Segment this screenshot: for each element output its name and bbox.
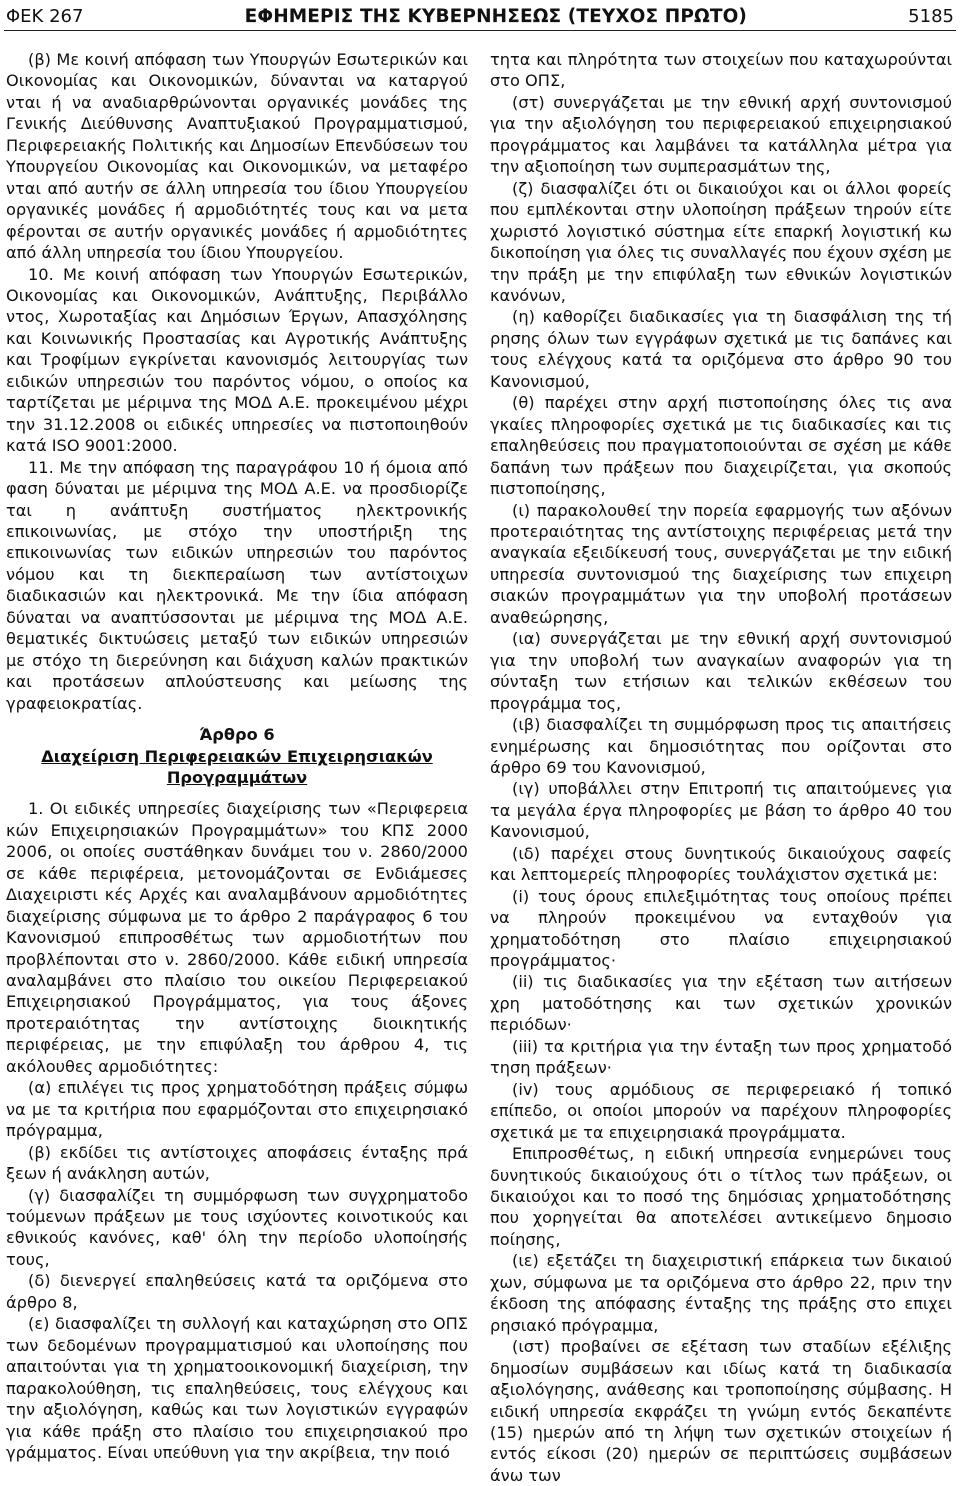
article-title-cont: Προγραμμάτων: [166, 767, 308, 787]
page-header: [6, 4, 954, 28]
left-column: [6, 49, 468, 1463]
paragraph: (ε) διασφαλίζει τη συλλογή και καταχώρηση στο ΟΠΣ των δεδομένων προγραμματισμού και υλοποίησης που απαιτούνται για τη χρηματοοικονομική διαχείριση, την παρακολούθηση, τις επαληθεύσεις, τους ελέγχους και την αξιολόγηση, καθώς και των λογιστικών εγγραφών για κάθε πράξη στο πλαίσιο του επιχειρησιακού προ γράμματος. Είναι υπεύθυνη για την ακρίβεια, την ποιό: [6, 1314, 468, 1462]
paragraph: 1. Οι ειδικές υπηρεσίες διαχείρισης των «Περιφερεια κών Επιχειρησιακών Προγραμμάτων» του ΚΠΣ 2000 2006, οι οποίες συστάθηκαν δυνάμει του ν. 2860/2000 σε κάθε περιφέρεια, μετονομάζονται σε Ενδιάμεσες Διαχειριστι κές Αρχές και αναλαμβάνουν αρμοδιότητες διαχείρισης σύμφωνα με το άρθρο 2 παράγραφος 6 του Κανονισμού επιπροσθέτως των αρμοδιοτήτων που προβλέπονται στο ν. 2860/2000. Κάθε ειδική υπηρεσία αναλαμβάνει στο πλαίσιο του οικείου Περιφερειακού Επιχειρησιακού Προγράμματος, για τους άξονες προτεραιότητας την αντίστοιχης διοικητικής περιφέρειας, με την επιφύλαξη του άρθρου 4, τις ακόλουθες αρμοδιότητες:: [6, 799, 468, 1076]
paragraph: (δ) διενεργεί επαληθεύσεις κατά τα οριζόμενα στο άρθρο 8,: [6, 1271, 468, 1312]
paragraph: (στ) συνεργάζεται με την εθνική αρχή συντονισμού για την αξιολόγηση του περιφερειακού επιχειρησιακού προγράμματος και λαμβάνει τα κατάλληλα μέτρα για την αξιοποίηση των συμπερασμάτων της,: [490, 92, 952, 177]
gazette-issue-number: ΦΕΚ 267: [6, 5, 84, 27]
paragraph: 11. Με την απόφαση της παραγράφου 10 ή όμοια από φαση δύναται με μέριμνα της ΜΟΔ Α.Ε. να προσδιορίζε ται η ανάπτυξη συστήματος ηλεκτρονικής επικοινωνίας, με στόχο την υποστήριξη της επικοινωνίας των ειδικών υπηρεσιών του παρόντος νόμου και τη διεκπεραίωση των αντίστοιχων διαδικασιών και ηλεκτρονικά. Με την ίδια απόφαση δύναται να αναπτύσσονται με μέριμνα της ΜΟΔ Α.Ε. θεματικές δικτυώσεις μεταξύ των ειδικών υπηρεσιών με στόχο τη διερεύνηση και διάχυση καλών πρακτικών και προτάσεων απλούστευσης και μείωσης της γραφειοκρατίας.: [6, 457, 468, 713]
paragraph: (β) εκδίδει τις αντίστοιχες αποφάσεις ένταξης πρά ξεων ή ανάκληση αυτών,: [6, 1142, 468, 1184]
paragraph: 10. Με κοινή απόφαση των Υπουργών Εσωτερικών, Οικονομίας και Οικονομικών, Ανάπτυξης, Περιβάλλο ντος, Χωροταξίας και Δημόσιων Έργων, Απασχόλησης και Κοινωνικής Προστασίας και Αγροτικής Ανάπτυξης και Τροφίμων εγκρίνεται κανονισμός λειτουργίας των ειδικών υπηρεσιών του παρόντος νόμου, ο οποίος κα ταρτίζεται με μέριμνα της ΜΟΔ Α.Ε. προκειμένου μέχρι την 31.12.2008 οι ειδικές υπηρεσίες να πιστοποιηθούν κατά ISO 9001:2000.: [6, 264, 468, 456]
paragraph: (ιγ) υποβάλλει στην Επιτροπή τις απαιτούμενες για τα μεγάλα έργα πληροφορίες με βάση το άρθρο 40 του Κανονισμού,: [490, 779, 952, 842]
paragraph: (γ) διασφαλίζει τη συμμόρφωση των συγχρηματοδο τούμενων πράξεων με τους ισχύοντες κοινοτικούς και εθνικούς κανόνες, καθ' όλη την περίοδο υλοποίησής τους,: [6, 1185, 468, 1269]
paragraph: (ιε) εξετάζει τη διαχειριστική επάρκεια των δικαιού χων, σύμφωνα με τα οριζόμενα στο άρθρο 22, πριν την έκδοση της απόφασης ένταξης της πράξης στο επιχει ρησιακό πρόγραμμα,: [490, 1251, 952, 1335]
paragraph: (η) καθορίζει διαδικασίες για τη διασφάλιση της τή ρησης όλων των εγγράφων σχετικά με τις δαπάνες και τους ελέγχους κατά τα οριζόμενα στο άρθρο 90 του Κανονισμού,: [490, 307, 952, 391]
paragraph: (α) επιλέγει τις προς χρηματοδότηση πράξεις σύμφω να με τα κριτήρια που εφαρμόζονται στο επιχειρησιακό πρόγραμμα,: [6, 1078, 468, 1141]
paragraph: (i) τους όρους επιλεξιμότητας τους οποίους πρέπει να πληρούν προκειμένου να ενταχθούν για χρηματοδότηση στο πλαίσιο επιχειρησιακού προγράμματος·: [490, 886, 952, 971]
paragraph: (ιστ) προβαίνει σε εξέταση των σταδίων εξέλιξης δημοσίων συμβάσεων και ιδίως κατά τη διαδικασία αξιολόγησης, ανάθεσης και τροποποίησης σύμβασης. Η ειδική υπηρεσία εκφράζει τη γνώμη εντός δεκαπέντε (15) ημερών από τη λήψη των σχετικών στοιχείων ή εντός είκοσι (20) ημερών σε περιπτώσεις συμβάσεων άνω των: [490, 1337, 952, 1485]
paragraph: (ια) συνεργάζεται με την εθνική αρχή συντονισμού για την υποβολή των αναγκαίων αναφορών για τη σύνταξη των ετήσιων και τελικών εκθέσεων του προγράμμα τος,: [490, 629, 952, 713]
paragraph: (iii) τα κριτήρια για την ένταξη των προς χρηματοδό τηση πράξεων·: [490, 1036, 952, 1078]
paragraph: (ιδ) παρέχει στους δυνητικούς δικαιούχους σαφείς και λεπτομερείς πληροφορίες τουλάχιστον σχετικά με:: [490, 843, 952, 885]
paragraph: (iv) τους αρμόδιους σε περιφερειακό ή τοπικό επίπεδο, οι οποίοι μπορούν να παρέχουν πληροφορίες σχετικά με τα επιχειρησιακά προγράμματα.: [490, 1079, 952, 1142]
paragraph: (θ) παρέχει στην αρχή πιστοποίησης όλες τις ανα γκαίες πληροφορίες σχετικά με τις διαδικασίες και τις επαληθεύσεις που πραγματοποιούνται σε σχέση με κάθε δαπάνη των πράξεων που διαχειρίζεται, για σκοπούς πιστοποίησης,: [490, 393, 952, 499]
paragraph: (ζ) διασφαλίζει ότι οι δικαιούχοι και οι άλλοι φορείς που εμπλέκονται στην υλοποίηση πράξεων τηρούν είτε χωριστό λογιστικό σύστημα είτε επαρκή λογιστική κω δικοποίηση για όλες τις συναλλαγές που έχουν σχέση με την πράξη με την επιφύλαξη των εθνικών λογιστικών κανόνων,: [490, 178, 952, 305]
gazette-title: ΕΦΗΜΕΡΙΣ ΤΗΣ ΚΥΒΕΡΝΗΣΕΩΣ (ΤΕΥΧΟΣ ΠΡΩΤΟ): [244, 5, 747, 27]
paragraph: (ι) παρακολουθεί την πορεία εφαρμογής των αξόνων προτεραιότητας της αντίστοιχης περιφέρειας μετά την αναγκαία εξειδίκευσή τους, συνεργάζεται με την ειδική υπηρεσία συντονισμού της διαχείρισης των επιχειρη σιακών προγραμμάτων για την υποβολή προτάσεων αναθεώρησης,: [490, 500, 952, 627]
paragraph: (ιβ) διασφαλίζει τη συμμόρφωση προς τις απαιτήσεις ενημέρωσης και δημοσιότητας που ορίζονται στο άρθρο 69 του Κανονισμού,: [490, 715, 952, 777]
page-number: 5185: [908, 5, 954, 27]
paragraph: (β) Με κοινή απόφαση των Υπουργών Εσωτερικών και Οικονομίας και Οικονομικών, δύνανται να καταργού νται ή να αναδιαρθρώνονται οργανικές μονάδες της Γενικής Διεύθυνσης Αναπτυξιακού Προγραμματισμού, Περιφερειακής Πολιτικής και Δημοσίων Επενδύσεων του Υπουργείου Οικονομίας και Οικονομικών, να μεταφέρο νται από αυτήν σε άλλη υπηρεσία του ίδιου Υπουργείου οργανικές μονάδες ή αρμοδιότητές τους και να μετα φέρονται σε αυτήν οργανικές μονάδες ή αρμοδιότητες από άλλη υπηρεσία του ίδιου Υπουργείου.: [6, 50, 468, 263]
right-column: [490, 49, 952, 1486]
article-number: Άρθρο 6: [199, 725, 275, 745]
header-rule: [4, 30, 956, 31]
paragraph: Επιπροσθέτως, η ειδική υπηρεσία ενημερώνει τους δυνητικούς δικαιούχους ότι ο τίτλος των πράξεων, οι δικαιούχοι και το ποσό της δημόσιας χρηματοδότησης που χορηγείται θα αποτελέσει αντικείμενο δημοσιο ποίησης,: [490, 1144, 952, 1249]
article-title: Διαχείριση Περιφερειακών Επιχειρησιακών: [41, 746, 433, 766]
paragraph: τητα και πληρότητα των στοιχείων που καταχωρούνται στο ΟΠΣ,: [490, 50, 952, 91]
paragraph: (ii) τις διαδικασίες για την εξέταση των αιτήσεων χρη ματοδότησης και των σχετικών χρονικών περιόδων·: [490, 972, 952, 1035]
